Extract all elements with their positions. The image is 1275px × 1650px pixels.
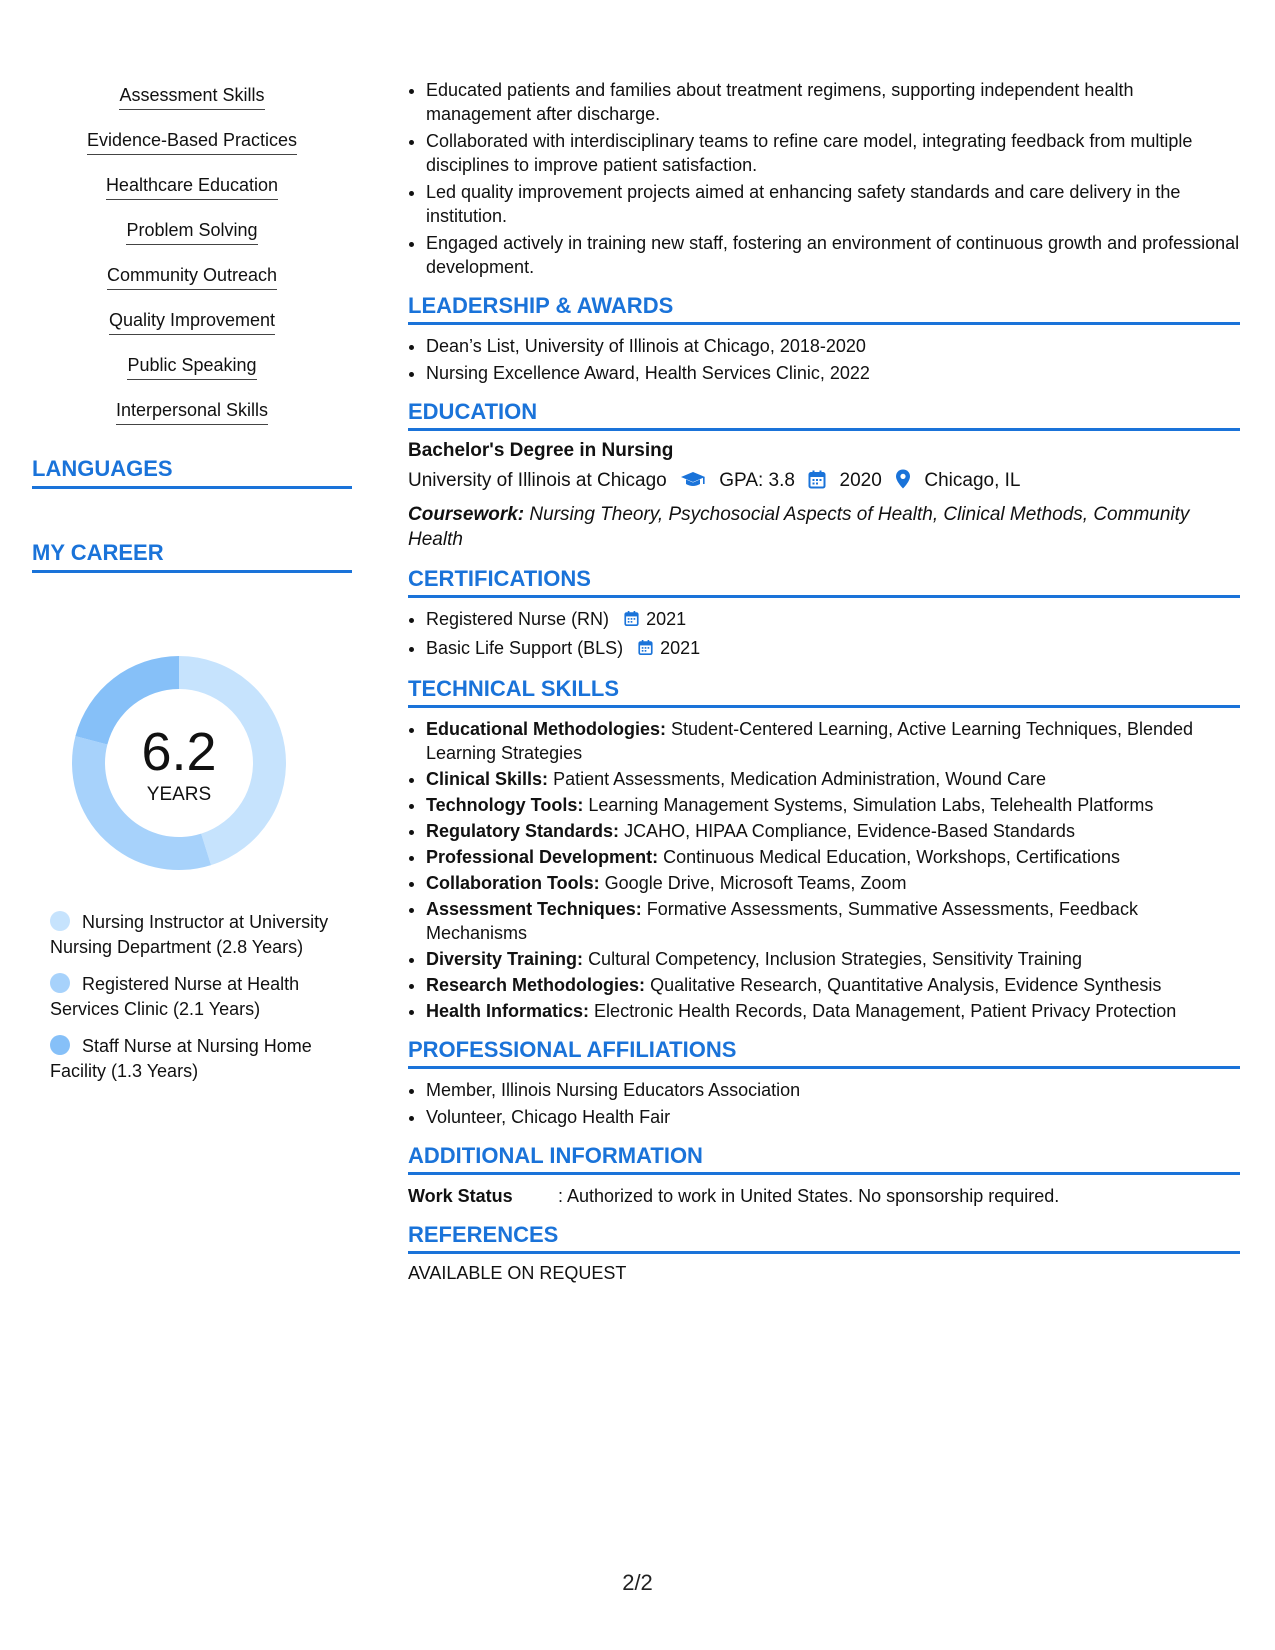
skill-item <box>32 264 352 292</box>
career-years-label: YEARS <box>146 784 212 805</box>
certification-name: Registered Nurse (RN) <box>426 609 610 629</box>
skill-values: Google Drive, Microsoft Teams, Zoom <box>604 873 907 893</box>
references-text: AVAILABLE ON REQUEST <box>408 1263 627 1283</box>
experience-bullet: • Engaged actively in training new staff, fostering an environment of continuous growth and professional development. <box>426 231 1240 279</box>
career-legend <box>50 910 350 1096</box>
skill-tag: Healthcare Education <box>106 174 278 200</box>
graduation-cap-icon <box>680 471 706 497</box>
skill-values: Cultural Competency, Inclusion Strategies, Sensitivity Training <box>588 949 1082 969</box>
skill-item <box>32 84 352 112</box>
certification-item <box>426 636 1240 662</box>
skill-category: Regulatory Standards: <box>426 821 620 841</box>
degree-title: Bachelor's Degree in Nursing <box>408 440 674 461</box>
skill-item <box>32 219 352 247</box>
award-item: • Nursing Excellence Award, Health Services Clinic, 2022 <box>426 361 1240 385</box>
coursework <box>408 502 1240 552</box>
certification-item <box>426 607 1240 633</box>
skill-category: Collaboration Tools: <box>426 873 600 893</box>
skill-tag: Community Outreach <box>107 264 277 290</box>
location-pin-icon <box>895 469 911 497</box>
affiliations-list <box>408 1078 1240 1129</box>
affiliations-title: PROFESSIONAL AFFILIATIONS <box>408 1037 1240 1069</box>
technical-skill-item <box>426 897 1240 945</box>
certification-year: 2021 <box>660 638 701 658</box>
skill-item <box>32 399 352 427</box>
education-title: EDUCATION <box>408 399 1240 431</box>
references-section <box>408 1222 1240 1284</box>
skill-category: Health Informatics: <box>426 1001 590 1021</box>
certification-name: Basic Life Support (BLS) <box>426 638 624 658</box>
gpa: GPA: 3.8 <box>719 470 795 491</box>
work-status-value: : Authorized to work in United States. No sponsorship required. <box>558 1186 1060 1206</box>
school-location: Chicago, IL <box>924 470 1021 491</box>
additional-info-title: ADDITIONAL INFORMATION <box>408 1143 1240 1175</box>
career-donut-chart <box>66 650 292 876</box>
experience-bullet: • Led quality improvement projects aimed at enhancing safety standards and care delivery in the institution. <box>426 180 1240 228</box>
legend-dot <box>50 1035 70 1055</box>
references-title: REFERENCES <box>408 1222 1240 1254</box>
education-section <box>408 399 1240 552</box>
skill-values: JCAHO, HIPAA Compliance, Evidence-Based Standards <box>624 821 1075 841</box>
skill-values: Formative Assessments, Summative Assessments, Feedback Mechanisms <box>426 899 1138 943</box>
right-column <box>408 78 1240 1284</box>
skill-tag: Assessment Skills <box>119 84 264 110</box>
experience-bullet: • Educated patients and families about treatment regimens, supporting independent health management after discharge. <box>426 78 1240 126</box>
career-total-years: 6.2 <box>141 722 217 782</box>
skill-tag: Problem Solving <box>126 219 257 245</box>
skill-category: Professional Development: <box>426 847 659 867</box>
legend-item <box>50 972 350 1022</box>
skill-category: Diversity Training: <box>426 949 584 969</box>
education-details <box>408 468 1240 497</box>
affiliations-section <box>408 1037 1240 1129</box>
technical-skill-item <box>426 973 1240 997</box>
skill-item <box>32 129 352 157</box>
skill-category: Technology Tools: <box>426 795 584 815</box>
skill-values: Patient Assessments, Medication Administration, Wound Care <box>553 769 1046 789</box>
leadership-list <box>408 334 1240 385</box>
work-status-row <box>408 1184 1240 1208</box>
skill-category: Educational Methodologies: <box>426 719 667 739</box>
left-column <box>32 84 352 1081</box>
certification-year: 2021 <box>646 609 687 629</box>
experience-bullets <box>408 78 1240 279</box>
legend-label: Staff Nurse at Nursing Home Facility (1.3 Years) <box>50 1036 312 1081</box>
legend-dot <box>50 973 70 993</box>
skill-item <box>32 354 352 382</box>
coursework-label: Coursework: <box>408 504 525 525</box>
skill-tag: Public Speaking <box>127 354 256 380</box>
legend-label: Nursing Instructor at University Nursing Department (2.8 Years) <box>50 912 329 957</box>
technical-skill-item <box>426 717 1240 765</box>
career-title: MY CAREER <box>32 540 352 573</box>
skill-tag: Evidence-Based Practices <box>87 129 297 155</box>
page-number: 2/2 <box>622 1570 653 1595</box>
technical-skills-list <box>408 717 1240 1023</box>
technical-skills-title: TECHNICAL SKILLS <box>408 676 1240 708</box>
languages-title: LANGUAGES <box>32 456 352 489</box>
school-name: University of Illinois at Chicago <box>408 470 667 491</box>
technical-skill-item <box>426 871 1240 895</box>
leadership-title: LEADERSHIP & AWARDS <box>408 293 1240 325</box>
work-status-label: Work Status <box>408 1186 513 1206</box>
calendar-icon <box>638 638 653 662</box>
experience-bullet: • Collaborated with interdisciplinary teams to refine care model, integrating feedback from multiple disciplines to improve patient satisfaction. <box>426 129 1240 177</box>
skill-category: Assessment Techniques: <box>426 899 642 919</box>
skill-tag: Quality Improvement <box>109 309 275 335</box>
skill-values: Electronic Health Records, Data Management, Patient Privacy Protection <box>594 1001 1177 1021</box>
skill-tag: Interpersonal Skills <box>116 399 268 425</box>
additional-info-section <box>408 1143 1240 1208</box>
legend-item <box>50 1034 350 1084</box>
skill-values: Qualitative Research, Quantitative Analysis, Evidence Synthesis <box>650 975 1162 995</box>
skill-item <box>32 174 352 202</box>
coursework-text: Nursing Theory, Psychosocial Aspects of Health, Clinical Methods, Community Health <box>408 504 1190 550</box>
skill-item <box>32 309 352 337</box>
skills-list <box>32 84 352 427</box>
calendar-icon <box>624 609 639 633</box>
technical-skill-item <box>426 845 1240 869</box>
skill-values: Continuous Medical Education, Workshops, Certifications <box>663 847 1120 867</box>
legend-label: Registered Nurse at Health Services Clinic (2.1 Years) <box>50 974 300 1019</box>
skill-category: Research Methodologies: <box>426 975 646 995</box>
skill-values: Student-Centered Learning, Active Learning Techniques, Blended Learning Strategies <box>426 719 1194 763</box>
skill-category: Clinical Skills: <box>426 769 549 789</box>
affiliation-item: • Volunteer, Chicago Health Fair <box>426 1105 1240 1129</box>
technical-skills-section <box>408 676 1240 1023</box>
legend-item <box>50 910 350 960</box>
affiliation-item: • Member, Illinois Nursing Educators Association <box>426 1078 1240 1102</box>
skill-values: Learning Management Systems, Simulation Labs, Telehealth Platforms <box>588 795 1154 815</box>
award-item: • Dean’s List, University of Illinois at Chicago, 2018-2020 <box>426 334 1240 358</box>
certifications-list <box>408 607 1240 662</box>
technical-skill-item <box>426 793 1240 817</box>
technical-skill-item <box>426 999 1240 1023</box>
leadership-section <box>408 293 1240 385</box>
calendar-icon <box>808 470 826 497</box>
technical-skill-item <box>426 767 1240 791</box>
technical-skill-item <box>426 819 1240 843</box>
technical-skill-item <box>426 947 1240 971</box>
certifications-title: CERTIFICATIONS <box>408 566 1240 598</box>
certifications-section <box>408 566 1240 662</box>
legend-dot <box>50 911 70 931</box>
graduation-year: 2020 <box>839 470 882 491</box>
